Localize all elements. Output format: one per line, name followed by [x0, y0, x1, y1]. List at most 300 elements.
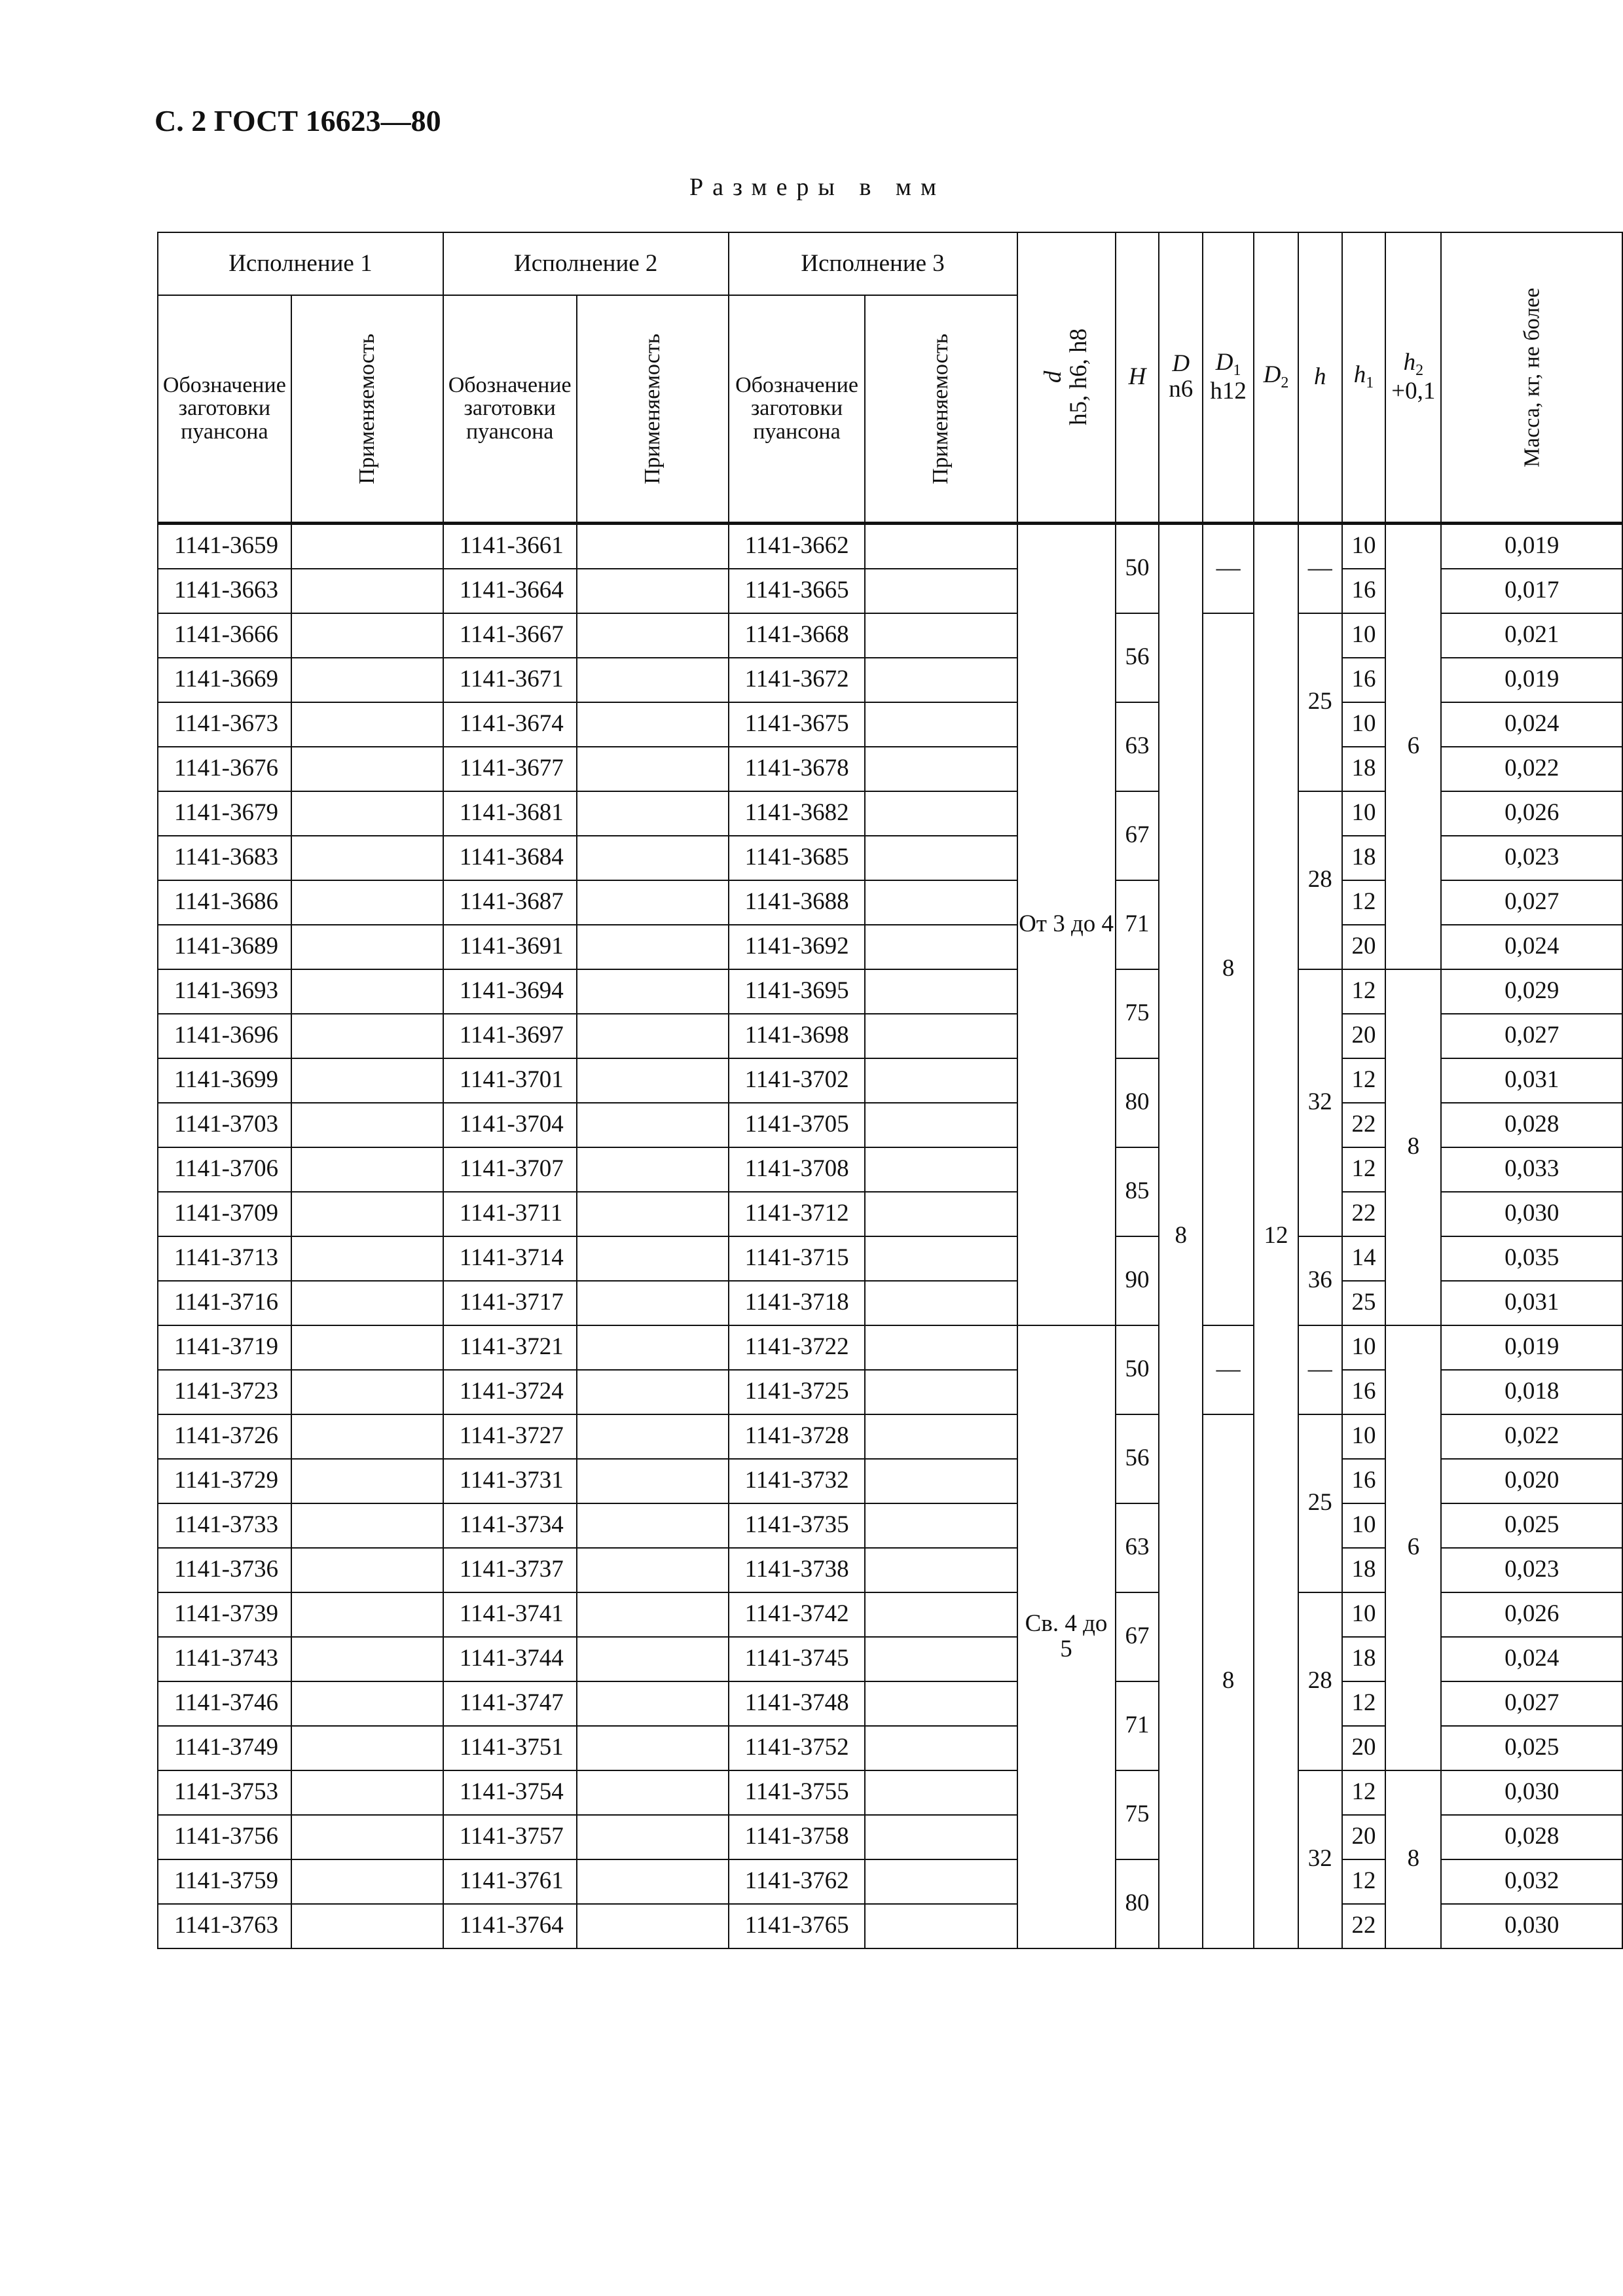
designation-2-cell: 1141-3741 [443, 1592, 577, 1637]
h-cell: 71 [1116, 880, 1159, 969]
h1-cell: 12 [1342, 1770, 1386, 1815]
header-D1: $D_1$ h12 [1203, 232, 1254, 523]
applicability-2-cell [577, 1681, 729, 1726]
h-cell: — [1298, 1325, 1342, 1414]
designation-3-cell: 1141-3712 [729, 1192, 866, 1236]
designation-2-cell: 1141-3704 [443, 1103, 577, 1147]
table-row [158, 1770, 1622, 1815]
h-cell: 50 [1116, 523, 1159, 613]
designation-1-cell: 1141-3749 [158, 1726, 291, 1770]
dimensions-table [157, 232, 1623, 1949]
d1-cell: — [1203, 523, 1254, 613]
d2-cell: 12 [1254, 523, 1298, 1948]
h-cell: 32 [1298, 969, 1342, 1236]
designation-2-cell: 1141-3701 [443, 1058, 577, 1103]
header-applicability-2: Применяемость [577, 295, 729, 523]
mass-cell: 0,022 [1441, 747, 1622, 791]
table-body [158, 523, 1622, 1948]
applicability-3-cell [865, 1859, 1017, 1904]
h-cell: 75 [1116, 1770, 1159, 1859]
header-designation-1: Обозначение заготовки пуансона [158, 295, 291, 523]
applicability-3-cell [865, 791, 1017, 836]
mass-cell: 0,022 [1441, 1414, 1622, 1459]
applicability-1-cell [291, 523, 443, 569]
h1-cell: 12 [1342, 1058, 1386, 1103]
h-cell: 25 [1298, 613, 1342, 791]
applicability-2-cell [577, 836, 729, 880]
applicability-3-cell [865, 1281, 1017, 1325]
applicability-3-cell [865, 880, 1017, 925]
header-group-3: Исполнение 3 [729, 232, 1017, 295]
designation-3-cell: 1141-3745 [729, 1637, 866, 1681]
designation-3-cell: 1141-3735 [729, 1503, 866, 1548]
applicability-2-cell [577, 1147, 729, 1192]
designation-1-cell: 1141-3716 [158, 1281, 291, 1325]
designation-1-cell: 1141-3706 [158, 1147, 291, 1192]
mass-cell: 0,031 [1441, 1281, 1622, 1325]
h1-cell: 18 [1342, 1548, 1386, 1592]
applicability-3-cell [865, 1815, 1017, 1859]
designation-1-cell: 1141-3679 [158, 791, 291, 836]
h1-cell: 12 [1342, 1859, 1386, 1904]
applicability-1-cell [291, 1370, 443, 1414]
designation-2-cell: 1141-3747 [443, 1681, 577, 1726]
table-row [158, 969, 1622, 1014]
mass-cell: 0,019 [1441, 658, 1622, 702]
applicability-3-cell [865, 1459, 1017, 1503]
h-cell: 85 [1116, 1147, 1159, 1236]
designation-3-cell: 1141-3682 [729, 791, 866, 836]
h1-cell: 10 [1342, 791, 1386, 836]
h-cell: 32 [1298, 1770, 1342, 1948]
applicability-3-cell [865, 1904, 1017, 1948]
d-cell: От 3 до 4 [1017, 523, 1116, 1325]
designation-3-cell: 1141-3715 [729, 1236, 866, 1281]
applicability-3-cell [865, 1681, 1017, 1726]
designation-2-cell: 1141-3667 [443, 613, 577, 658]
h-cell: 80 [1116, 1058, 1159, 1147]
designation-3-cell: 1141-3672 [729, 658, 866, 702]
designation-3-cell: 1141-3748 [729, 1681, 866, 1726]
applicability-3-cell [865, 836, 1017, 880]
mass-cell: 0,026 [1441, 791, 1622, 836]
h2-cell: 8 [1385, 1770, 1441, 1948]
header-h: h [1298, 232, 1342, 523]
applicability-1-cell [291, 1414, 443, 1459]
designation-3-cell: 1141-3668 [729, 613, 866, 658]
designation-2-cell: 1141-3714 [443, 1236, 577, 1281]
designation-1-cell: 1141-3753 [158, 1770, 291, 1815]
mass-cell: 0,028 [1441, 1103, 1622, 1147]
applicability-3-cell [865, 1637, 1017, 1681]
h-cell: 67 [1116, 1592, 1159, 1681]
h1-cell: 10 [1342, 1414, 1386, 1459]
applicability-2-cell [577, 1236, 729, 1281]
designation-3-cell: 1141-3762 [729, 1859, 866, 1904]
header-h1: $h_1$ [1342, 232, 1386, 523]
h-cell: 63 [1116, 1503, 1159, 1592]
applicability-1-cell [291, 1592, 443, 1637]
applicability-3-cell [865, 1414, 1017, 1459]
designation-1-cell: 1141-3739 [158, 1592, 291, 1637]
h1-cell: 25 [1342, 1281, 1386, 1325]
applicability-1-cell [291, 1548, 443, 1592]
applicability-1-cell [291, 1859, 443, 1904]
designation-1-cell: 1141-3756 [158, 1815, 291, 1859]
designation-1-cell: 1141-3713 [158, 1236, 291, 1281]
mass-cell: 0,019 [1441, 1325, 1622, 1370]
mass-cell: 0,023 [1441, 836, 1622, 880]
h1-cell: 20 [1342, 1815, 1386, 1859]
designation-2-cell: 1141-3761 [443, 1859, 577, 1904]
designation-3-cell: 1141-3742 [729, 1592, 866, 1637]
mass-cell: 0,030 [1441, 1192, 1622, 1236]
applicability-1-cell [291, 1637, 443, 1681]
applicability-2-cell [577, 1904, 729, 1948]
h1-cell: 10 [1342, 702, 1386, 747]
designation-2-cell: 1141-3687 [443, 880, 577, 925]
applicability-3-cell [865, 1325, 1017, 1370]
h1-cell: 22 [1342, 1904, 1386, 1948]
mass-cell: 0,035 [1441, 1236, 1622, 1281]
applicability-3-cell [865, 1503, 1017, 1548]
h2-cell: 8 [1385, 969, 1441, 1325]
header-designation-2: Обозначение заготовки пуансона [443, 295, 577, 523]
applicability-3-cell [865, 702, 1017, 747]
designation-3-cell: 1141-3695 [729, 969, 866, 1014]
mass-cell: 0,023 [1441, 1548, 1622, 1592]
header-d: d h5, h6, h8 [1017, 232, 1116, 523]
designation-3-cell: 1141-3708 [729, 1147, 866, 1192]
applicability-3-cell [865, 747, 1017, 791]
designation-1-cell: 1141-3676 [158, 747, 291, 791]
applicability-3-cell [865, 969, 1017, 1014]
designation-2-cell: 1141-3677 [443, 747, 577, 791]
designation-1-cell: 1141-3746 [158, 1681, 291, 1726]
applicability-3-cell [865, 1058, 1017, 1103]
h1-cell: 12 [1342, 969, 1386, 1014]
designation-2-cell: 1141-3744 [443, 1637, 577, 1681]
designation-2-cell: 1141-3724 [443, 1370, 577, 1414]
designation-1-cell: 1141-3719 [158, 1325, 291, 1370]
mass-cell: 0,024 [1441, 925, 1622, 969]
h1-cell: 10 [1342, 1503, 1386, 1548]
h-cell: 56 [1116, 613, 1159, 702]
mass-cell: 0,025 [1441, 1726, 1622, 1770]
applicability-1-cell [291, 1192, 443, 1236]
applicability-1-cell [291, 1726, 443, 1770]
applicability-1-cell [291, 1236, 443, 1281]
designation-2-cell: 1141-3664 [443, 569, 577, 613]
designation-3-cell: 1141-3662 [729, 523, 866, 569]
designation-1-cell: 1141-3726 [158, 1414, 291, 1459]
designation-2-cell: 1141-3694 [443, 969, 577, 1014]
h-cell: 28 [1298, 1592, 1342, 1770]
h1-cell: 14 [1342, 1236, 1386, 1281]
designation-3-cell: 1141-3698 [729, 1014, 866, 1058]
h1-cell: 22 [1342, 1103, 1386, 1147]
h-cell: 80 [1116, 1859, 1159, 1948]
header-applicability-1: Применяемость [291, 295, 443, 523]
designation-1-cell: 1141-3709 [158, 1192, 291, 1236]
applicability-3-cell [865, 613, 1017, 658]
applicability-1-cell [291, 613, 443, 658]
applicability-2-cell [577, 1414, 729, 1459]
designation-2-cell: 1141-3757 [443, 1815, 577, 1859]
mass-cell: 0,027 [1441, 880, 1622, 925]
applicability-3-cell [865, 925, 1017, 969]
table-row [158, 523, 1622, 569]
designation-2-cell: 1141-3674 [443, 702, 577, 747]
mass-cell: 0,028 [1441, 1815, 1622, 1859]
designation-2-cell: 1141-3734 [443, 1503, 577, 1548]
mass-cell: 0,025 [1441, 1503, 1622, 1548]
applicability-2-cell [577, 569, 729, 613]
mass-cell: 0,024 [1441, 702, 1622, 747]
applicability-1-cell [291, 791, 443, 836]
applicability-2-cell [577, 925, 729, 969]
d-cell: 8 [1159, 523, 1203, 1948]
applicability-2-cell [577, 658, 729, 702]
designation-3-cell: 1141-3758 [729, 1815, 866, 1859]
applicability-2-cell [577, 1370, 729, 1414]
applicability-2-cell [577, 791, 729, 836]
mass-cell: 0,032 [1441, 1859, 1622, 1904]
h1-cell: 20 [1342, 1014, 1386, 1058]
h1-cell: 10 [1342, 1325, 1386, 1370]
applicability-3-cell [865, 1726, 1017, 1770]
h1-cell: 20 [1342, 1726, 1386, 1770]
applicability-3-cell [865, 1548, 1017, 1592]
applicability-1-cell [291, 747, 443, 791]
designation-2-cell: 1141-3764 [443, 1904, 577, 1948]
applicability-2-cell [577, 523, 729, 569]
applicability-1-cell [291, 1459, 443, 1503]
d-cell: Св. 4 до 5 [1017, 1325, 1116, 1948]
applicability-1-cell [291, 1325, 443, 1370]
applicability-3-cell [865, 569, 1017, 613]
applicability-2-cell [577, 1592, 729, 1637]
designation-3-cell: 1141-3765 [729, 1904, 866, 1948]
designation-3-cell: 1141-3725 [729, 1370, 866, 1414]
header-applicability-3: Применяемость [865, 295, 1017, 523]
applicability-3-cell [865, 1236, 1017, 1281]
h1-cell: 18 [1342, 836, 1386, 880]
applicability-2-cell [577, 1014, 729, 1058]
applicability-3-cell [865, 1014, 1017, 1058]
designation-1-cell: 1141-3763 [158, 1904, 291, 1948]
applicability-3-cell [865, 1770, 1017, 1815]
designation-1-cell: 1141-3743 [158, 1637, 291, 1681]
mass-cell: 0,033 [1441, 1147, 1622, 1192]
h1-cell: 16 [1342, 1370, 1386, 1414]
designation-2-cell: 1141-3721 [443, 1325, 577, 1370]
designation-3-cell: 1141-3692 [729, 925, 866, 969]
applicability-1-cell [291, 1103, 443, 1147]
designation-1-cell: 1141-3666 [158, 613, 291, 658]
mass-cell: 0,018 [1441, 1370, 1622, 1414]
h-cell: — [1298, 523, 1342, 613]
h2-cell: 6 [1385, 523, 1441, 969]
applicability-1-cell [291, 702, 443, 747]
header-D: D n6 [1159, 232, 1203, 523]
mass-cell: 0,021 [1441, 613, 1622, 658]
designation-2-cell: 1141-3751 [443, 1726, 577, 1770]
designation-2-cell: 1141-3671 [443, 658, 577, 702]
mass-cell: 0,029 [1441, 969, 1622, 1014]
h-cell: 28 [1298, 791, 1342, 969]
applicability-3-cell [865, 523, 1017, 569]
header-h2: $h_2$ +0,1 [1385, 232, 1441, 523]
applicability-2-cell [577, 880, 729, 925]
h1-cell: 12 [1342, 1681, 1386, 1726]
applicability-2-cell [577, 1325, 729, 1370]
designation-3-cell: 1141-3718 [729, 1281, 866, 1325]
designation-3-cell: 1141-3685 [729, 836, 866, 880]
designation-3-cell: 1141-3688 [729, 880, 866, 925]
applicability-1-cell [291, 1503, 443, 1548]
header-D2: $D_2$ [1254, 232, 1298, 523]
h1-cell: 20 [1342, 925, 1386, 969]
applicability-1-cell [291, 1681, 443, 1726]
designation-2-cell: 1141-3707 [443, 1147, 577, 1192]
header-group-2: Исполнение 2 [443, 232, 729, 295]
designation-1-cell: 1141-3723 [158, 1370, 291, 1414]
h1-cell: 18 [1342, 747, 1386, 791]
mass-cell: 0,031 [1441, 1058, 1622, 1103]
designation-3-cell: 1141-3732 [729, 1459, 866, 1503]
designation-2-cell: 1141-3681 [443, 791, 577, 836]
h-cell: 50 [1116, 1325, 1159, 1414]
designation-2-cell: 1141-3684 [443, 836, 577, 880]
applicability-2-cell [577, 1859, 729, 1904]
header-designation-3: Обозначение заготовки пуансона [729, 295, 866, 523]
designation-3-cell: 1141-3722 [729, 1325, 866, 1370]
h2-cell: 6 [1385, 1325, 1441, 1770]
applicability-3-cell [865, 658, 1017, 702]
applicability-1-cell [291, 1058, 443, 1103]
designation-1-cell: 1141-3736 [158, 1548, 291, 1592]
designation-1-cell: 1141-3669 [158, 658, 291, 702]
applicability-2-cell [577, 1637, 729, 1681]
h-cell: 75 [1116, 969, 1159, 1058]
h1-cell: 18 [1342, 1637, 1386, 1681]
designation-2-cell: 1141-3717 [443, 1281, 577, 1325]
mass-cell: 0,019 [1441, 523, 1622, 569]
applicability-2-cell [577, 1770, 729, 1815]
designation-1-cell: 1141-3673 [158, 702, 291, 747]
table-caption: Размеры в мм [689, 173, 945, 201]
applicability-2-cell [577, 1058, 729, 1103]
h-cell: 67 [1116, 791, 1159, 880]
designation-3-cell: 1141-3755 [729, 1770, 866, 1815]
designation-1-cell: 1141-3686 [158, 880, 291, 925]
designation-2-cell: 1141-3697 [443, 1014, 577, 1058]
applicability-2-cell [577, 702, 729, 747]
mass-cell: 0,026 [1441, 1592, 1622, 1637]
applicability-1-cell [291, 880, 443, 925]
h1-cell: 22 [1342, 1192, 1386, 1236]
applicability-2-cell [577, 1192, 729, 1236]
applicability-2-cell [577, 1726, 729, 1770]
applicability-3-cell [865, 1192, 1017, 1236]
applicability-2-cell [577, 969, 729, 1014]
h-cell: 63 [1116, 702, 1159, 791]
designation-1-cell: 1141-3729 [158, 1459, 291, 1503]
header-H: H [1116, 232, 1159, 523]
designation-2-cell: 1141-3691 [443, 925, 577, 969]
mass-cell: 0,030 [1441, 1904, 1622, 1948]
designation-3-cell: 1141-3738 [729, 1548, 866, 1592]
designation-1-cell: 1141-3683 [158, 836, 291, 880]
applicability-1-cell [291, 1147, 443, 1192]
applicability-1-cell [291, 836, 443, 880]
designation-1-cell: 1141-3733 [158, 1503, 291, 1548]
h1-cell: 10 [1342, 613, 1386, 658]
applicability-1-cell [291, 1014, 443, 1058]
designation-3-cell: 1141-3752 [729, 1726, 866, 1770]
applicability-1-cell [291, 925, 443, 969]
applicability-1-cell [291, 658, 443, 702]
applicability-3-cell [865, 1592, 1017, 1637]
applicability-2-cell [577, 1103, 729, 1147]
designation-3-cell: 1141-3665 [729, 569, 866, 613]
designation-3-cell: 1141-3675 [729, 702, 866, 747]
table-row [158, 1325, 1622, 1370]
designation-3-cell: 1141-3702 [729, 1058, 866, 1103]
applicability-2-cell [577, 1503, 729, 1548]
designation-1-cell: 1141-3693 [158, 969, 291, 1014]
applicability-2-cell [577, 1548, 729, 1592]
h-cell: 90 [1116, 1236, 1159, 1325]
d1-cell: 8 [1203, 613, 1254, 1325]
designation-3-cell: 1141-3678 [729, 747, 866, 791]
h-cell: 36 [1298, 1236, 1342, 1325]
h1-cell: 12 [1342, 1147, 1386, 1192]
designation-2-cell: 1141-3754 [443, 1770, 577, 1815]
h1-cell: 12 [1342, 880, 1386, 925]
designation-2-cell: 1141-3711 [443, 1192, 577, 1236]
h-cell: 25 [1298, 1414, 1342, 1592]
designation-1-cell: 1141-3689 [158, 925, 291, 969]
applicability-2-cell [577, 613, 729, 658]
applicability-3-cell [865, 1370, 1017, 1414]
designation-1-cell: 1141-3703 [158, 1103, 291, 1147]
h1-cell: 16 [1342, 658, 1386, 702]
applicability-1-cell [291, 1815, 443, 1859]
applicability-3-cell [865, 1147, 1017, 1192]
h1-cell: 16 [1342, 569, 1386, 613]
designation-1-cell: 1141-3659 [158, 523, 291, 569]
designation-1-cell: 1141-3696 [158, 1014, 291, 1058]
h-cell: 71 [1116, 1681, 1159, 1770]
designation-1-cell: 1141-3699 [158, 1058, 291, 1103]
designation-2-cell: 1141-3731 [443, 1459, 577, 1503]
mass-cell: 0,020 [1441, 1459, 1622, 1503]
applicability-1-cell [291, 569, 443, 613]
designation-3-cell: 1141-3705 [729, 1103, 866, 1147]
applicability-1-cell [291, 969, 443, 1014]
designation-3-cell: 1141-3728 [729, 1414, 866, 1459]
header-group-1: Исполнение 1 [158, 232, 443, 295]
designation-2-cell: 1141-3737 [443, 1548, 577, 1592]
mass-cell: 0,024 [1441, 1637, 1622, 1681]
applicability-1-cell [291, 1904, 443, 1948]
applicability-2-cell [577, 1815, 729, 1859]
applicability-1-cell [291, 1281, 443, 1325]
h1-cell: 10 [1342, 1592, 1386, 1637]
mass-cell: 0,027 [1441, 1681, 1622, 1726]
